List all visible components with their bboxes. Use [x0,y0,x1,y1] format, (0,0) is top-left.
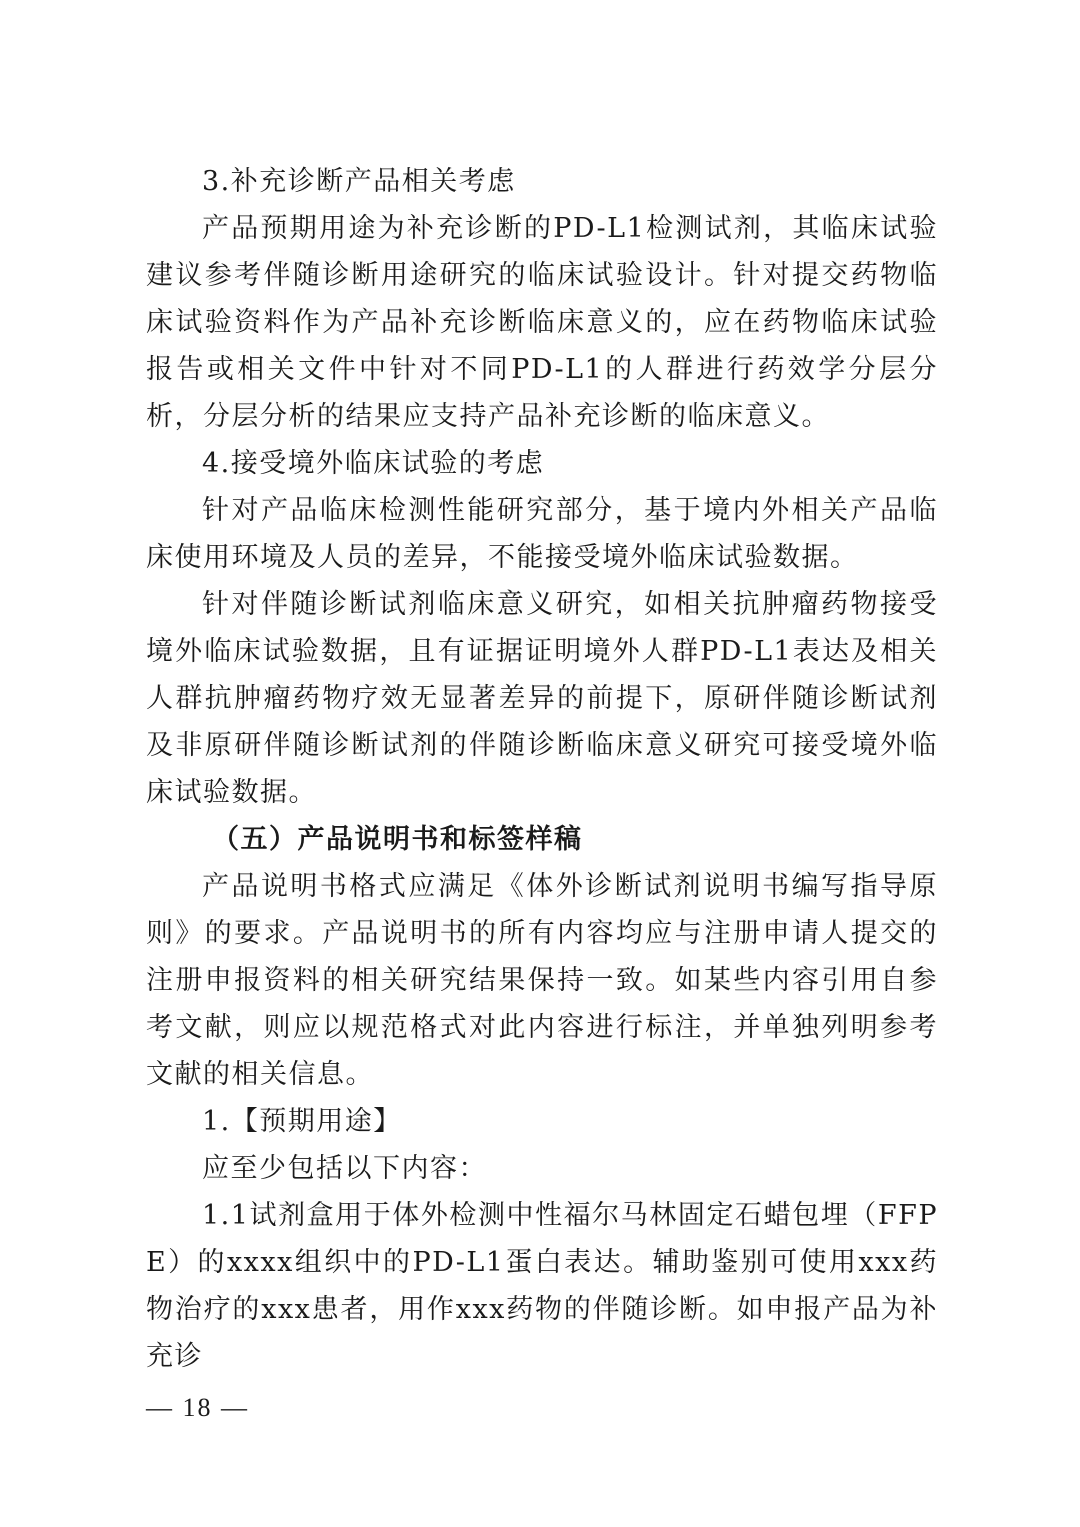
section-heading-overseas-trials: 4.接受境外临床试验的考虑 [202,448,545,479]
paragraph-intended-use-detail: 1.1试剂盒用于体外检测中性福尔马林固定石蜡包埋（FFPE）的xxxx组织中的PD-L1蛋白表达。辅助鉴别可使用xxx药物治疗的xxx患者，用作xxx药物的伴随诊断。如申报产品为补充诊 [146,1200,938,1372]
paragraph-instructions-format: 产品说明书格式应满足《体外诊断试剂说明书编写指导原则》的要求。产品说明书的所有内容均应与注册申请人提交的注册申报资料的相关研究结果保持一致。如某些内容引用自参考文献，则应以规范格式对此内容进行标注，并单独列明参考文献的相关信息。 [146,871,938,1090]
paragraph-supplementary-diagnosis: 产品预期用途为补充诊断的PD-L1检测试剂，其临床试验建议参考伴随诊断用途研究的临床试验设计。针对提交药物临床试验资料作为产品补充诊断临床意义的，应在药物临床试验报告或相关文件中针对不同PD-L1的人群进行药效学分层分析，分层分析的结果应支持产品补充诊断的临床意义。 [146,213,938,432]
section-heading-intended-use: 1.【预期用途】 [202,1106,402,1137]
paragraph-companion-diagnosis: 针对伴随诊断试剂临床意义研究，如相关抗肿瘤药物接受境外临床试验数据，且有证据证明境外人群PD-L1表达及相关人群抗肿瘤药物疗效无显著差异的前提下，原研伴随诊断试剂及非原研伴随诊断试剂的伴随诊断临床意义研究可接受境外临床试验数据。 [146,589,938,808]
document-body [146,158,938,1380]
paragraph-minimum-content: 应至少包括以下内容： [202,1153,487,1184]
section-heading-supplementary-diagnosis: 3.补充诊断产品相关考虑 [202,166,516,197]
page-number: — 18 — [146,1393,249,1422]
section-heading-instructions-labels: （五）产品说明书和标签样稿 [212,824,583,855]
paragraph-clinical-performance: 针对产品临床检测性能研究部分，基于境内外相关产品临床使用环境及人员的差异，不能接受境外临床试验数据。 [146,495,938,573]
